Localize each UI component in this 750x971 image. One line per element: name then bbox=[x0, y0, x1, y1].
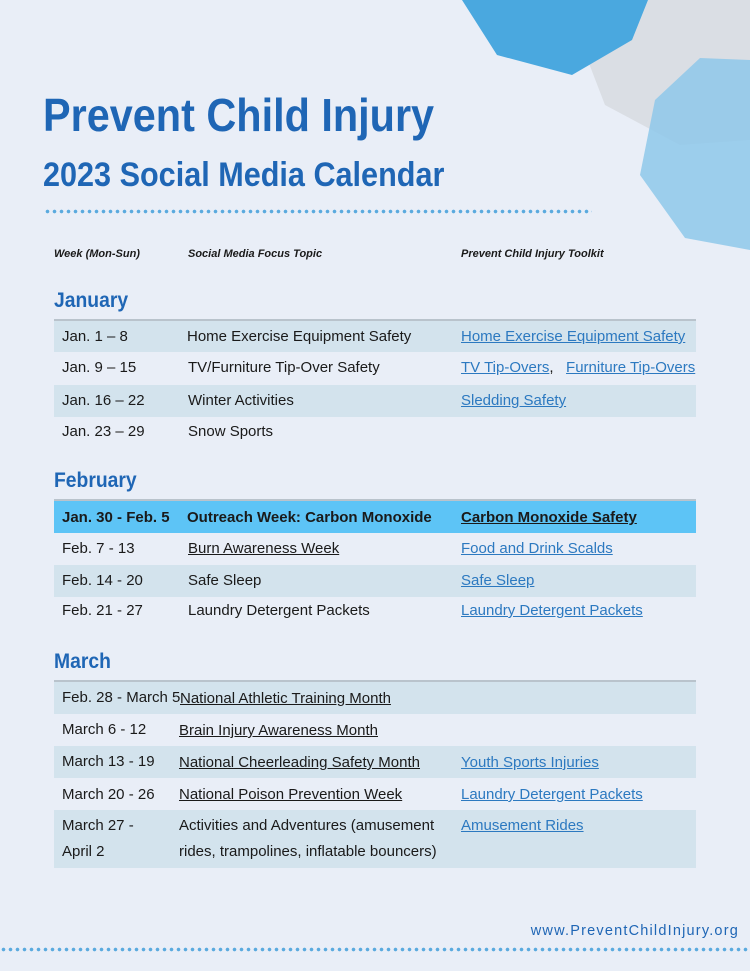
topic-link[interactable]: Burn Awareness Week bbox=[188, 540, 340, 557]
table-row bbox=[54, 746, 696, 778]
column-header-topic: Social Media Focus Topic bbox=[188, 248, 323, 260]
column-header-toolkit: Prevent Child Injury Toolkit bbox=[461, 248, 604, 260]
toolkit-link[interactable]: Carbon Monoxide Safety bbox=[461, 509, 637, 526]
toolkit-link[interactable]: Laundry Detergent Packets bbox=[461, 602, 643, 619]
week-cell: Feb. 7 - 13 bbox=[62, 540, 135, 557]
week-cell: March 20 - 26 bbox=[62, 786, 155, 803]
topic-cell: TV/Furniture Tip-Over Safety bbox=[188, 359, 380, 376]
month-heading-february: February bbox=[54, 469, 137, 492]
topic-link[interactable]: National Athletic Training Month bbox=[180, 690, 391, 707]
table-row bbox=[54, 597, 696, 628]
toolkit-link[interactable]: Laundry Detergent Packets bbox=[461, 786, 643, 803]
topic-cell: Laundry Detergent Packets bbox=[188, 602, 370, 619]
hexagon-blue-light bbox=[640, 58, 750, 250]
hexagon-gray bbox=[580, 0, 750, 145]
week-cell: Jan. 23 – 29 bbox=[62, 423, 145, 440]
toolkit-link[interactable]: Youth Sports Injuries bbox=[461, 754, 599, 771]
topic-link[interactable]: National Cheerleading Safety Month bbox=[179, 754, 420, 771]
topic-cell: Winter Activities bbox=[188, 392, 294, 409]
table-row bbox=[54, 778, 696, 810]
topic-link[interactable]: National Poison Prevention Week bbox=[179, 786, 403, 803]
page-subtitle: 2023 Social Media Calendar bbox=[43, 156, 445, 194]
week-cell-line1: March 27 - bbox=[62, 817, 134, 834]
toolkit-link[interactable]: Sledding Safety bbox=[461, 392, 567, 409]
dotted-divider-top bbox=[44, 209, 592, 214]
table-row bbox=[54, 533, 696, 565]
topic-cell: Snow Sports bbox=[188, 423, 274, 440]
topic-link[interactable]: Brain Injury Awareness Month bbox=[179, 722, 378, 739]
week-cell: Jan. 1 – 8 bbox=[62, 328, 128, 345]
toolkit-link[interactable]: Home Exercise Equipment Safety bbox=[461, 328, 686, 345]
topic-cell-line1: Activities and Adventures (amusement bbox=[179, 817, 435, 834]
week-cell: Feb. 21 - 27 bbox=[62, 602, 143, 619]
week-cell: Feb. 14 - 20 bbox=[62, 572, 143, 589]
week-cell: Feb. 28 - March 5 bbox=[62, 689, 181, 706]
topic-cell: Safe Sleep bbox=[188, 572, 262, 589]
toolkit-link[interactable]: Amusement Rides bbox=[461, 817, 584, 834]
week-cell: Jan. 9 – 15 bbox=[62, 359, 137, 376]
table-row-highlighted bbox=[54, 499, 696, 533]
toolkit-link[interactable]: TV Tip-Overs bbox=[461, 359, 550, 376]
toolkit-link[interactable]: Furniture Tip-Overs bbox=[566, 359, 696, 376]
column-header-week: Week (Mon-Sun) bbox=[54, 248, 140, 260]
table-row bbox=[54, 417, 696, 448]
dotted-divider-bottom bbox=[0, 947, 750, 952]
page-title: Prevent Child Injury bbox=[43, 89, 435, 141]
week-cell: March 13 - 19 bbox=[62, 753, 155, 770]
toolkit-link[interactable]: Food and Drink Scalds bbox=[461, 540, 613, 557]
table-row bbox=[54, 319, 696, 352]
table-row bbox=[54, 385, 696, 417]
table-row bbox=[54, 680, 696, 714]
topic-cell: Outreach Week: Carbon Monoxide bbox=[187, 509, 432, 526]
week-cell: March 6 - 12 bbox=[62, 721, 147, 738]
topic-cell: Home Exercise Equipment Safety bbox=[187, 328, 412, 345]
week-cell: Jan. 30 - Feb. 5 bbox=[62, 509, 170, 526]
month-heading-january: January bbox=[54, 289, 129, 312]
table-row bbox=[54, 565, 696, 597]
table-row bbox=[54, 714, 696, 746]
hexagon-blue-dark bbox=[462, 0, 648, 75]
month-heading-march: March bbox=[54, 650, 111, 673]
footer-website-link[interactable]: www.PreventChildInjury.org bbox=[530, 923, 739, 939]
topic-cell-line2: rides, trampolines, inflatable bouncers) bbox=[179, 843, 437, 860]
week-cell: Jan. 16 – 22 bbox=[62, 392, 145, 409]
table-row bbox=[54, 352, 696, 385]
toolkit-cell: TV Tip-Overs, Furniture Tip-Overs bbox=[461, 359, 696, 376]
toolkit-link[interactable]: Safe Sleep bbox=[461, 572, 535, 589]
table-row bbox=[54, 810, 696, 868]
week-cell-line2: April 2 bbox=[62, 843, 105, 860]
